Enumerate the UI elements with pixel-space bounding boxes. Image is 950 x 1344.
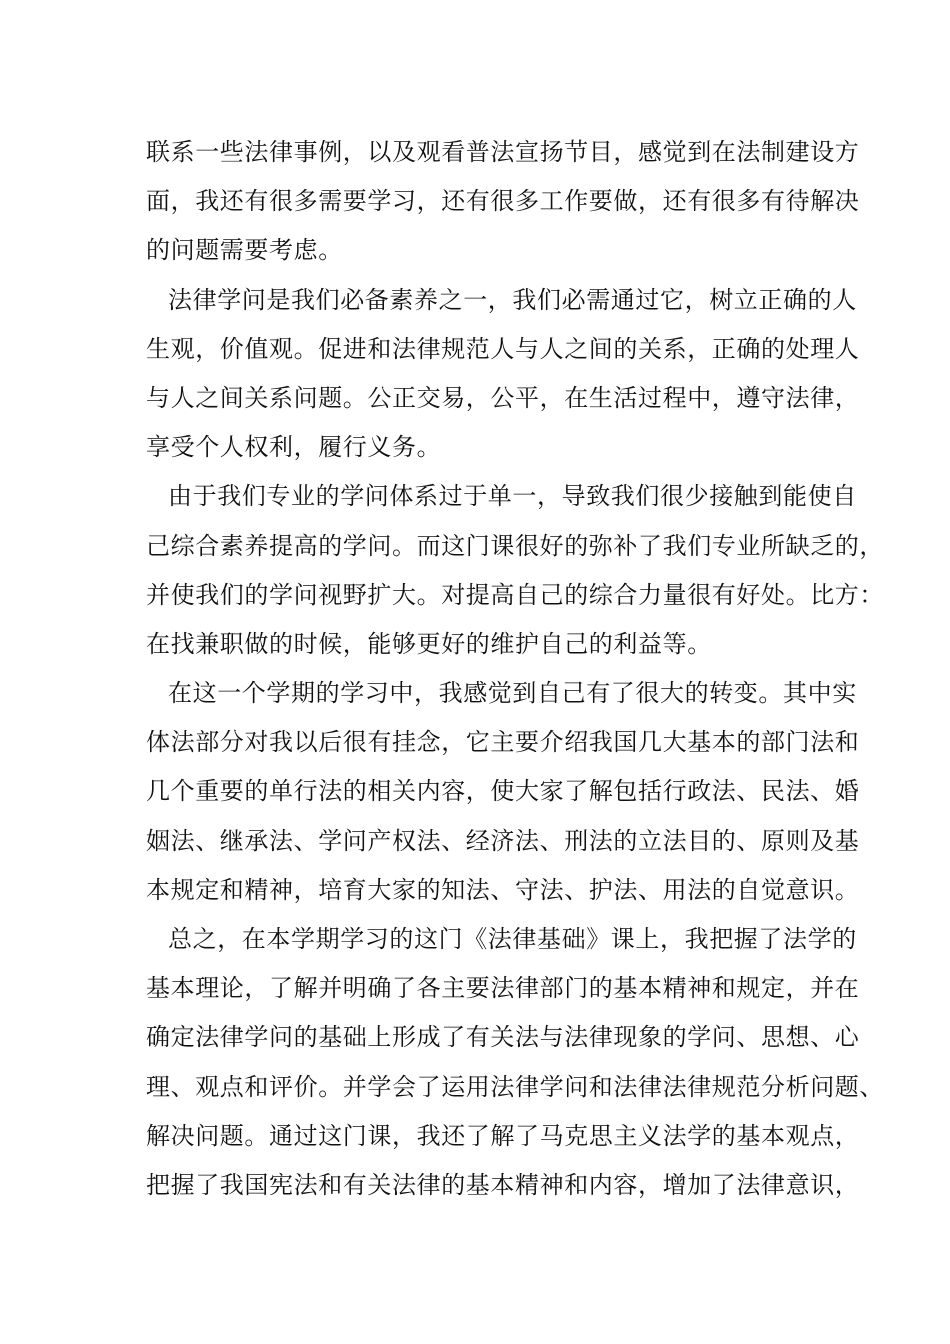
text-line: 享受个人权利，履行义务。 [146, 433, 442, 462]
text-line: 解决问题。通过这门课，我还了解了马克思主义法学的基本观点， [146, 1121, 860, 1150]
text-line: 联系一些法律事例，以及观看普法宣扬节目，感觉到在法制建设方 [146, 138, 860, 166]
paragraph-start-line: 法律学问是我们必备素养之一，我们必需通过它，树立正确的人 [168, 285, 857, 314]
text-line: 与人之间关系问题。公正交易，公平，在生活过程中，遵守法律， [146, 383, 860, 412]
paragraph-start-line: 由于我们专业的学问体系过于单一，导致我们很少接触到能使自 [168, 482, 857, 511]
text-line: 把握了我国宪法和有关法律的基本精神和内容，增加了法律意识， [146, 1170, 860, 1199]
text-line: 姻法、继承法、学问产权法、经济法、刑法的立法目的、原则及基 [146, 826, 860, 855]
text-line: 基本理论，了解并明确了各主要法律部门的基本精神和规定，并在 [146, 974, 860, 1003]
text-line: 理、观点和评价。并学会了运用法律学问和法律法律规范分析问题、 [146, 1072, 884, 1101]
text-line: 在找兼职做的时候，能够更好的维护自己的利益等。 [146, 629, 712, 658]
text-line: 并使我们的学问视野扩大。对提高自己的综合力量很有好处。比方： [146, 580, 884, 609]
text-line: 体法部分对我以后很有挂念，它主要介绍我国几大基本的部门法和 [146, 728, 860, 757]
paragraph-start-line: 总之，在本学期学习的这门《法律基础》课上，我把握了法学的 [168, 925, 857, 953]
text-line: 确定法律学问的基础上形成了有关法与法律现象的学问、思想、心 [146, 1023, 860, 1052]
text-line: 己综合素养提高的学问。而这门课很好的弥补了我们专业所缺乏的， [146, 531, 884, 560]
text-line: 几个重要的单行法的相关内容，使大家了解包括行政法、民法、婚 [146, 777, 860, 806]
paragraph-start-line: 在这一个学期的学习中，我感觉到自己有了很大的转变。其中实 [168, 679, 857, 708]
text-line: 面，我还有很多需要学习，还有很多工作要做，还有很多有待解决 [146, 187, 860, 216]
body-text [146, 128, 884, 1210]
text-line: 本规定和精神，培育大家的知法、守法、护法、用法的自觉意识。 [146, 875, 860, 904]
text-line: 的问题需要考虑。 [146, 236, 343, 265]
text-line: 生观，价值观。促进和法律规范人与人之间的关系，正确的处理人 [146, 334, 860, 363]
